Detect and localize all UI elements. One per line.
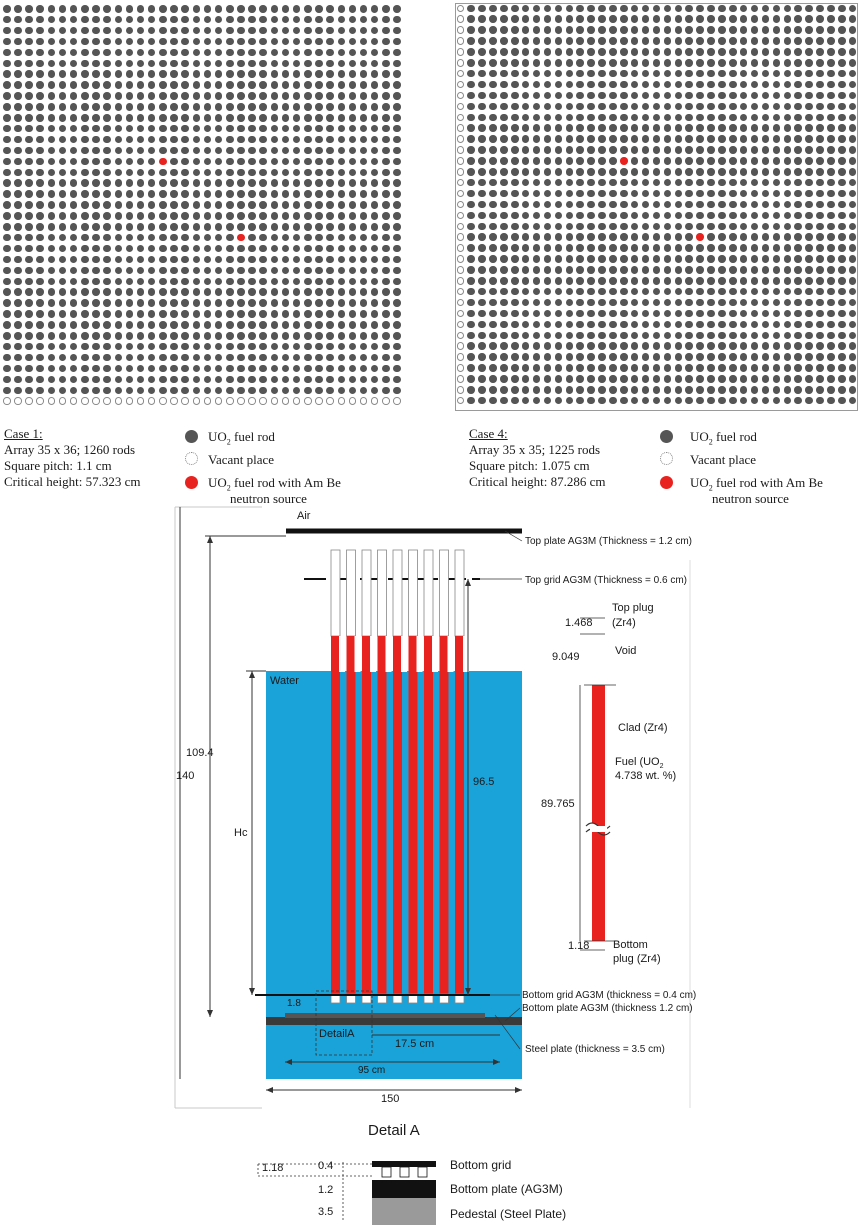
legend-source-line2: neutron source [230, 491, 307, 506]
dim-top-plug: 1.468 [565, 617, 593, 629]
dim-17-5: 17.5 cm [395, 1038, 435, 1050]
rod-fuel-section [409, 636, 418, 994]
legend-source: $UO_2$ fuel rod with Am Be [208, 475, 341, 493]
rod-void-section [347, 550, 356, 636]
bottom-grid-label: Bottom grid AG3M (thickness = 0.4 cm) [522, 990, 697, 1001]
air-label: Air [297, 510, 311, 522]
rod-fuel-section [362, 636, 371, 994]
rod-gap [339, 636, 345, 672]
rod-void-section [409, 550, 418, 636]
rod-void-section [440, 550, 449, 636]
rod-void-section [424, 550, 433, 636]
case1-pitch: Square pitch: 1.1 cm [4, 458, 112, 473]
top-plug-label-2: (Zr4) [612, 617, 636, 629]
dim-140: 140 [176, 770, 195, 782]
rod-fuel-section [440, 636, 449, 994]
legend-fuel-rod: $UO_2$ fuel rod [208, 429, 275, 447]
rod-gap [448, 636, 454, 672]
dim-109-4: 109.4 [186, 747, 214, 759]
rod-void-section [362, 550, 371, 636]
rod-fuel-section [455, 636, 464, 994]
detail-bottom-grid-label: Bottom grid [450, 1158, 512, 1172]
dim-fuel: 89.765 [541, 798, 575, 810]
detail-a-box-label: DetailA [319, 1028, 355, 1040]
detail-pedestal [372, 1198, 436, 1225]
detail-dim-0-4: 0.4 [318, 1160, 334, 1172]
dim-void: 9.049 [552, 651, 580, 663]
rod-gap [417, 636, 423, 672]
fuel-rods [331, 550, 469, 1003]
legend-vacant: Vacant place [690, 452, 757, 467]
fuel-label: Fuel ($UO_2$ [615, 756, 664, 771]
dim-bottom-plug: 1.18 [568, 940, 590, 952]
case4-title: Case 4: [469, 426, 508, 441]
detail-dim-1-2: 1.2 [318, 1184, 334, 1196]
rod-gap [355, 636, 361, 672]
case4-array: Array 35 x 35; 1225 rods [469, 442, 601, 457]
void-label: Void [615, 645, 637, 657]
bottom-plate [266, 1017, 522, 1025]
clad-label: Clad (Zr4) [618, 722, 668, 734]
detail-bottom-plate-label: Bottom plate (AG3M) [450, 1182, 563, 1196]
legend-source-line2: neutron source [712, 491, 789, 506]
top-grid-label: Top grid AG3M (Thickness = 0.6 cm) [525, 575, 688, 586]
detail-a-title: Detail A [368, 1122, 420, 1139]
steel-plate-label: Steel plate (thickness = 3.5 cm) [525, 1044, 665, 1055]
legend-fuel-rod: $UO_2$ fuel rod [690, 429, 757, 447]
dim-150: 150 [381, 1093, 400, 1105]
dim-95: 95 cm [358, 1065, 386, 1076]
dim-hc: Hc [234, 827, 248, 839]
legend-source: $UO_2$ fuel rod with Am Be [690, 475, 823, 493]
detail-dim-1-18: 1.18 [262, 1162, 284, 1174]
rod-void-section [455, 550, 464, 636]
case1-title: Case 1: [4, 426, 43, 441]
rod-fuel-section [378, 636, 387, 994]
bottom-plug-label: Bottom [613, 939, 648, 951]
rod-void-section [393, 550, 402, 636]
detail-bottom-plate [372, 1180, 436, 1198]
rod-gap [401, 636, 407, 672]
detail-bottom-grid [372, 1161, 436, 1167]
legend-vacant: Vacant place [208, 452, 275, 467]
dim-1-8: 1.8 [287, 998, 301, 1009]
case4-pitch: Square pitch: 1.075 cm [469, 458, 590, 473]
rod-gap [432, 636, 438, 672]
detail-dim-3-5: 3.5 [318, 1206, 334, 1218]
dim-96-5: 96.5 [473, 776, 495, 788]
fuel-label-2: 4.738 wt. %) [615, 770, 677, 782]
rod-gap [386, 636, 392, 672]
top-plug-label: Top plug [612, 602, 654, 614]
rod-fuel-section [393, 636, 402, 994]
rod-void-section [378, 550, 387, 636]
bottom-plug-label-2: plug (Zr4) [613, 953, 661, 965]
steel-plate [285, 1013, 485, 1018]
rod-clad-fuel [592, 685, 605, 941]
water-label: Water [270, 675, 299, 687]
detail-pedestal-label: Pedestal (Steel Plate) [450, 1207, 567, 1221]
rod-void-section [331, 550, 340, 636]
rod-gap [370, 636, 376, 672]
rod-fuel-section [424, 636, 433, 994]
top-plate-label: Top plate AG3M (Thickness = 1.2 cm) [525, 536, 693, 547]
rod-fuel-section [347, 636, 356, 994]
case4-critical-height: Critical height: 87.286 cm [469, 474, 606, 489]
rod-fuel-section [331, 636, 340, 994]
case1-critical-height: Critical height: 57.323 cm [4, 474, 141, 489]
case1-array: Array 35 x 36; 1260 rods [4, 442, 136, 457]
bottom-plate-label: Bottom plate AG3M (thickness 1.2 cm) [522, 1003, 693, 1014]
